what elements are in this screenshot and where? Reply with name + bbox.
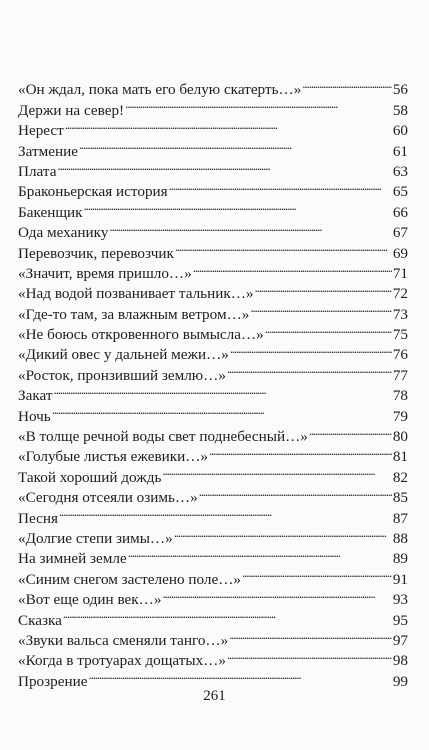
toc-entry-page: 69 [392,244,408,262]
toc-entry [18,156,408,180]
dot-leader [230,339,392,359]
toc-entry-title: «Он ждал, пока мать его белую скатерть…» [18,81,302,99]
toc-entry-title: «Вот еще один век…» [18,591,162,609]
toc-entry-page: 73 [392,305,408,323]
toc-entry-page: 66 [392,203,408,221]
toc-entry-page: 87 [392,509,408,527]
dot-leader [309,421,392,441]
toc-entry-page: 58 [392,101,408,119]
toc-entry-page: 81 [392,448,408,466]
toc-entry-title: «Над водой позванивает тальник…» [18,285,254,303]
toc-entry [18,502,408,527]
toc-entry-page: 88 [392,529,408,547]
toc-entry-page: 91 [392,570,408,588]
toc-entry-title: «Сегодня отсеяли озимь…» [18,489,198,507]
toc-entry [18,523,408,547]
dot-leader [79,135,392,155]
toc-entry-page: 80 [392,428,408,446]
toc-entry [18,421,408,446]
toc-entry-title: «Синим снегом застелено поле…» [18,570,242,588]
toc-entry-page: 76 [392,346,408,364]
toc-entry-title: Бакенщик [18,203,83,221]
toc-entry-page: 71 [392,264,408,282]
dot-leader [53,380,391,400]
toc-entry-page: 63 [392,162,408,180]
page-number: 261 [203,688,226,704]
table-of-contents [18,74,408,690]
dot-leader [65,115,392,135]
toc-entry-title: «Долгие степи зимы…» [18,529,173,547]
dot-leader [193,258,392,278]
toc-entry-page: 95 [392,611,408,629]
toc-entry-page: 67 [392,224,408,242]
toc-entry-title: «Не боюсь откровенного вымысла…» [18,326,264,344]
dot-leader [175,237,392,257]
toc-entry-page: 79 [392,407,408,425]
toc-entry-page: 97 [392,631,408,649]
toc-entry [18,74,408,99]
dot-leader [162,584,391,604]
toc-entry-title: На зимней земле [18,550,127,568]
toc-entry-title: Ода механику [18,224,109,242]
dot-leader [59,502,392,522]
toc-entry-title: «Где-то там, за влажным ветром…» [18,305,250,323]
toc-entry-page: 77 [392,366,408,384]
toc-entry-page: 56 [392,81,408,99]
dot-leader [84,196,392,216]
toc-entry [18,625,408,649]
toc-entry-page: 93 [392,591,408,609]
toc-entry-page: 75 [392,326,408,344]
toc-entry-title: «Дикий овес у дальней межи…» [18,346,229,364]
dot-leader [57,156,391,176]
dot-leader [302,74,392,94]
dot-leader [255,278,392,298]
toc-entry-title: «Голубые листья ежевики…» [18,448,209,466]
dot-leader [109,217,391,237]
toc-entry-title: Такой хороший дождь [18,468,162,486]
dot-leader [63,604,392,624]
toc-entry-title: Сказка [18,611,62,629]
toc-entry-page: 89 [392,550,408,568]
toc-entry-title: Закат [18,387,53,405]
toc-entry-page: 65 [392,183,408,201]
toc-entry-title: Затмение [18,142,78,160]
toc-entry-title: Песня [18,509,58,527]
dot-leader [174,523,392,543]
toc-entry-title: Перевозчик, перевозчик [18,244,174,262]
dot-leader [169,176,392,196]
toc-entry [18,176,408,201]
toc-entry [18,400,408,425]
toc-entry-title: Браконьерская история [18,183,168,201]
toc-entry-title: «Звуки вальса сменяли танго…» [18,631,229,649]
dot-leader [227,645,392,665]
dot-leader [199,482,392,502]
dot-leader [52,400,392,420]
dot-leader [125,94,392,114]
toc-entry-page: 78 [392,387,408,405]
dot-leader [265,319,392,339]
dot-leader [128,543,392,563]
toc-entry-page: 82 [392,468,408,486]
toc-entry-title: «Значит, время пришло…» [18,264,192,282]
dot-leader [227,359,392,379]
toc-entry-page: 72 [392,285,408,303]
toc-entry [18,115,408,140]
dot-leader [242,563,392,583]
dot-leader [250,298,391,318]
toc-entry-title: Нерест [18,122,64,140]
dot-leader [229,625,392,645]
dot-leader [89,665,392,685]
toc-entry-title: «В толще речной воды свет поднебесный…» [18,428,308,446]
toc-entry-title: Плата [18,162,57,180]
toc-entry [18,604,408,629]
toc-entry-page: 60 [392,122,408,140]
toc-entry [18,135,408,160]
toc-entry-page: 85 [392,489,408,507]
toc-entry [18,380,408,405]
toc-entry-title: «Росток, пронзивший землю…» [18,366,226,384]
dot-leader [209,441,392,461]
toc-entry-page: 98 [392,652,408,670]
dot-leader [162,461,391,481]
toc-entry-page: 61 [392,142,408,160]
toc-entry-page: 99 [392,672,408,690]
toc-entry-title: Ночь [18,407,51,425]
toc-entry-title: Держи на север! [18,101,125,119]
toc-entry-title: Прозрение [18,672,88,690]
toc-entry-title: «Когда в тротуарах дощатых…» [18,652,226,670]
